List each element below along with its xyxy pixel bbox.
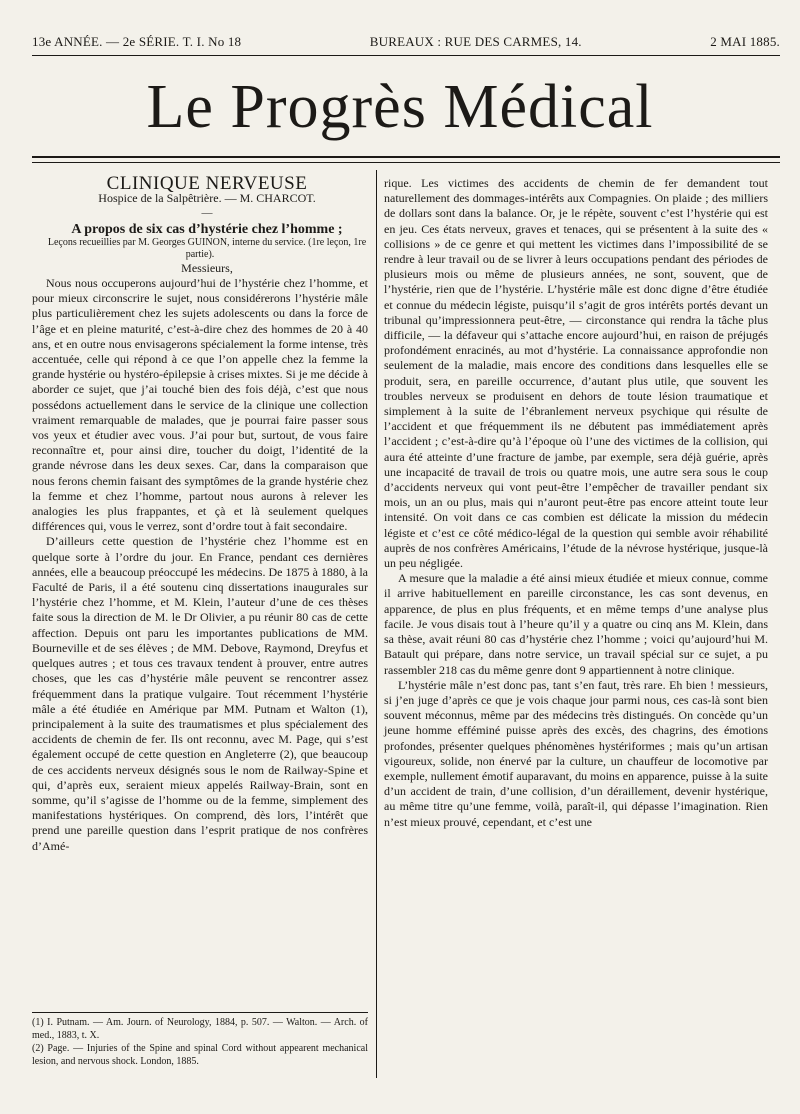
- footnotes: [32, 1016, 368, 1068]
- separator-dash: —: [201, 207, 213, 220]
- paragraph: Nous nous occuperons aujourd’hui de l’hystérie chez l’homme, et pour mieux circonscrire le sujet, nous considérerons l’hystérie mâle plus particulièrement chez les sujets adolescents ou dans la force de l’âge et en pleine maturité, c’est-à-dire chez des hommes de 20 à 40 ans, et en outre nous envisagerons spécialement la forme intense, très accentuée, celle qui répond à ce que l’on appelle chez la femme la grande hystérie ou hystéro-épilepsie à crises mixtes. Si je me décide à aborder ce sujet, que j’ai touché bien des fois déjà, c’est que nous possédons actuellement dans le service de la clinique une collection vraiment remarquable de malades, que je pourrai faire passer sous vos yeux et étudier avec vous. J’ai pour but, surtout, de vous faire reconnaître et, pour ainsi dire, toucher du doigt, l’identité de la grande névrose dans les deux sexes. Car, dans la comparaison que nous ferons chemin faisant des symptômes de la grande hystérie chez la femme et chez l’homme, partout nous aurons à relever les analogies les plus frappantes, et çà et là seulement quelques différences qui, vous le verrez, sont d’ordre tout à fait secondaire.: [32, 276, 368, 534]
- masthead-title: Le Progrès Médical: [146, 73, 654, 141]
- issue-header: [32, 34, 780, 50]
- issue-number: 13e ANNÉE. — 2e SÉRIE. T. I. No 18: [32, 34, 242, 49]
- masthead-rule-top: [32, 156, 780, 158]
- footnote-rule: [32, 1012, 368, 1013]
- paragraph: rique. Les victimes des accidents de chemin de fer demandent tout naturellement des dommages-intérêts aux Compagnies. On plaide ; des milliers de dollars sont dans la balance. Or, je le répète, souvent c’est l’hystérie qui est en jeu. Ces états nerveux, graves et tenaces, qui se présentent à la suite des « collisions » de ce genre et qui mettent les victimes dans l’impossibilité de se rendre à leur travail ou de se livrer à leurs occupations pendant des périodes de plusieurs mois ou même de plusieurs années, ne sont, souvent, que de l’hystérie, rien que de l’hystérie. L’hystérie mâle est donc digne d’être étudiée et connue du médecin légiste, puisqu’il s’agit de gros intérêts portés devant un tribunal qu’impressionnera peut-être, — circonstance qui rendra la tâche plus difficile, — la défaveur qui s’attache encore aujourd’hui, en raison de préjugés profondément enracinés, au mot d’hystérie. La connaissance approfondie non seulement de la maladie, mais encore des conditions dans lesquelles elle se produit, sera, en pareille occurrence, d’autant plus utile, que souvent les troubles nerveux se produisent en dehors de toute lésion traumatique et simplement à la suite de l’ébranlement nerveux psychique qui résulte de l’accident et que fréquemment ils ne débutent pas immédiatement après l’accident ; c’est-à-dire qu’à l’époque où l’une des victimes de la collision, qui aura été atteinte d’une fracture de jambe, par exemple, sera déjà guérie, après une incapacité de travail de trois ou quatre mois, une autre sera sous le coup d’accidents nerveux qui vont peut-être l’empêcher de travailler pendant six mois, un an ou plus, mais qui n’auront peut-être pas encore atteint toute leur intensité. On voit dans ce cas combien est délicate la mission du médecin légiste et c’est ce côté médico-légal de la question qui semble avoir réhabilité auprès de nos confrères Américains, l’étude de la névrose hystérique, jusque-là un peu négligée.: [384, 176, 768, 571]
- left-column: [32, 173, 368, 854]
- greeting: Messieurs,: [181, 260, 233, 275]
- header-rule: [32, 55, 780, 56]
- office-address: BUREAUX : RUE DES CARMES, 14.: [369, 34, 582, 49]
- masthead-rule-bottom: [32, 162, 780, 163]
- paragraph: L’hystérie mâle n’est donc pas, tant s’en faut, très rare. Eh bien ! messieurs, si j’en juge d’après ce que je vois chaque jour parmi nous, ces cas-là sont bien souvent méconnus, même par des médecins très distingués. On concède qu’un jeune homme efféminé puisse après des excès, des chagrins, des émotions profondes, présenter quelques phénomènes hystériformes ; mais qu’un artisan vigoureux, solide, non énervé par la culture, un chauffeur de locomotive par exemple, nullement émotif auparavant, du moins en apparence, puisse à la suite d’un accident de train, d’une collision, d’un déraillement, devenir hystérique, au même titre qu’une femme, voilà, paraît-il, qui dépasse l’imagination. Rien n’est mieux prouvé, cependant, et c’est une: [384, 677, 768, 829]
- column-divider: [376, 170, 377, 1078]
- hospice-line: Hospice de la Salpêtrière. — M. CHARCOT.: [98, 191, 316, 206]
- paragraph: A mesure que la maladie a été ainsi mieux étudiée et mieux connue, comme il arrive habituellement en pareille circonstance, les cas sont devenus, en apparence, de plus en plus fréquents, et en même temps d’une analyse plus facile. Je vous disais tout à l’heure qu’il y a quatre ou cinq ans M. Klein, dans sa thèse, avait réuni 80 cas d’hystérie chez l’homme ; voici qu’aujourd’hui M. Batault qui prépare, dans notre service, un travail spécial sur ce sujet, a pu rassembler 218 cas du même genre dont 9 appartiennent à notre clinique.: [384, 571, 768, 677]
- right-column: [384, 176, 768, 830]
- footnote: (2) Page. — Injuries of the Spine and spinal Cord without appearent mechanical lesion, and nervous shock. London, 1885.: [32, 1043, 368, 1067]
- lecture-notes: Leçons recueillies par M. Georges GUINON, interne du service. (1re leçon, 1re partie).: [47, 236, 367, 260]
- footnote: (1) I. Putnam. — Am. Journ. of Neurology, 1884, p. 507. — Walton. — Arch. of med., 1883, t. X.: [32, 1017, 368, 1041]
- paragraph: D’ailleurs cette question de l’hystérie chez l’homme est en quelque sorte à l’ordre du jour. En France, pendant ces dernières années, elle a beaucoup préoccupé les médecins. De 1875 à 1880, à la Faculté de Paris, il a été soutenu cinq dissertations inaugurales sur l’hystérie chez l’homme, et M. Klein, l’auteur d’une de ces thèses faite sous la direction de M. le Dr Olivier, a pu réunir 80 cas de cette affection. Depuis ont paru les importantes publications de MM. Bourneville et de ses élèves ; de MM. Debove, Raymond, Dreyfus et quelques autres ; et tous ces travaux tendent à prouver, entre autres choses, que les cas d’hystérie mâle peuvent se rencontrer assez fréquemment dans la pratique vulgaire. Tout récemment l’hystérie mâle a été étudiée en Amérique par MM. Putnam et Walton (1), principalement à la suite des traumatismes et plus spécialement des accidents de chemin de fer. Ils ont reconnu, avec M. Page, qui s’est également occupé de cette question en Angleterre (2), que beaucoup de ces accidents nerveux désignés sous le nom de Railway-Spine et qui, d’après eux, seraient mieux appelés Railway-Brain, sont en somme, qu’il s’agisse de l’homme ou de la femme, simplement des manifestations hystériques. On comprend, dès lors, l’intérêt que prend une pareille question dans l’esprit pratique de nos confrères d’Amé-: [32, 534, 368, 853]
- issue-date: 2 MAI 1885.: [710, 34, 780, 49]
- section-title: CLINIQUE NERVEUSE: [106, 173, 308, 194]
- article-title: A propos de six cas d’hystérie chez l’homme ;: [71, 221, 343, 237]
